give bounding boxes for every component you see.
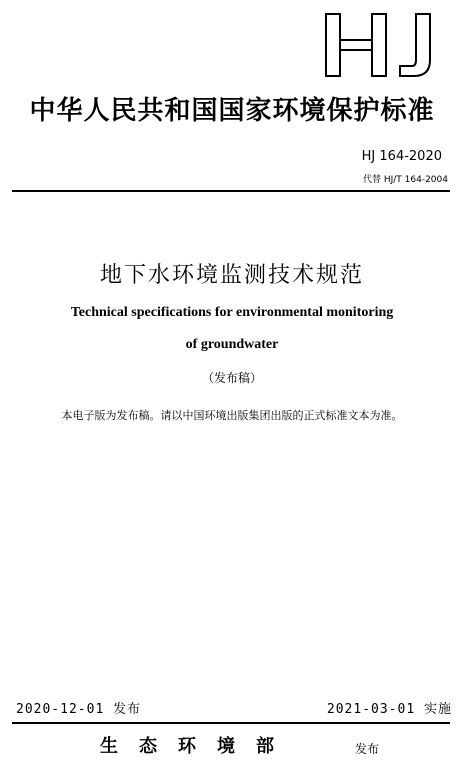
implementation-date: 2021-03-01 实施 <box>326 702 452 717</box>
replaces-standard: 代替 HJ/T 164-2004 <box>362 175 448 185</box>
standard-number: HJ 164-2020 <box>361 149 442 164</box>
electronic-version-notice: 本电子版为发布稿。请以中国环境出版集团出版的正式标准文本为准。 <box>61 409 403 422</box>
top-divider <box>12 190 450 192</box>
org-title: 中华人民共和国国家环境保护标准 <box>29 96 435 126</box>
bottom-divider <box>12 722 450 724</box>
document-title-cn: 地下水环境监测技术规范 <box>99 263 364 288</box>
logo-letter-h <box>326 14 386 76</box>
issued-by-label: 发布 <box>355 742 380 756</box>
issuing-authority: 生态环境部 <box>100 736 295 757</box>
issue-date: 2020-12-01 发布 <box>16 702 142 717</box>
document-title-en-line2: of groundwater <box>185 337 279 352</box>
document-title-en-line1: Technical specifications for environmental monitoring <box>70 305 394 320</box>
logo-letter-j <box>400 14 430 76</box>
logo-text: HJ <box>380 82 382 83</box>
hj-logo <box>320 4 440 84</box>
draft-label: （发布稿） <box>201 371 262 385</box>
